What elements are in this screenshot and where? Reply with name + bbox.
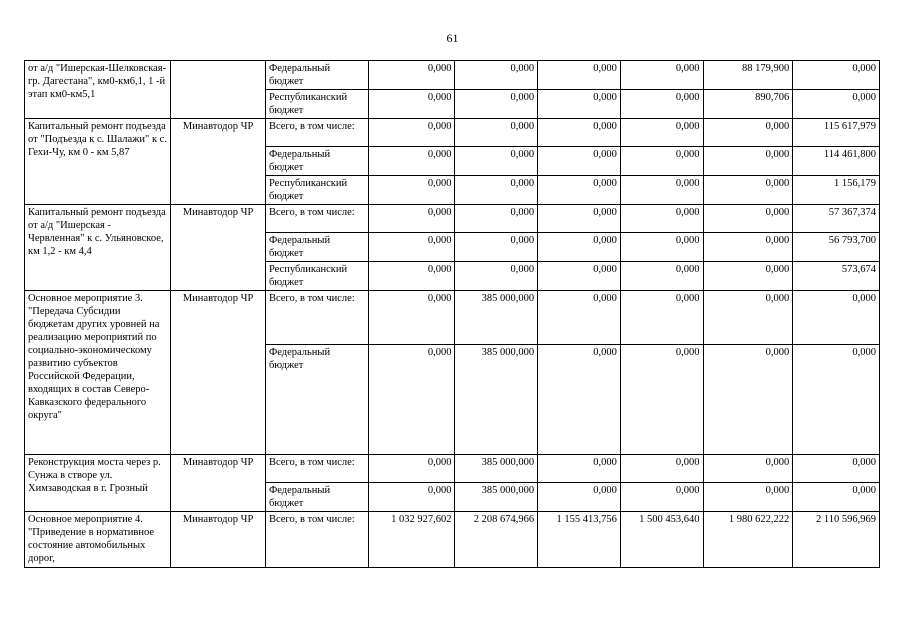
- value-cell: 0,000: [538, 262, 621, 291]
- value-cell: 0,000: [703, 262, 793, 291]
- value-cell: 0,000: [793, 90, 880, 119]
- value-cell: 0,000: [703, 119, 793, 147]
- value-cell: 0,000: [455, 147, 538, 176]
- page-number: 61: [446, 31, 459, 45]
- value-cell: 0,000: [455, 176, 538, 205]
- value-cell: 0,000: [793, 291, 880, 345]
- value-cell: 0,000: [368, 61, 455, 90]
- funding-source: Федеральный бюджет: [265, 61, 368, 90]
- funding-source: Всего, в том числе:: [265, 119, 368, 147]
- value-cell: 0,000: [538, 455, 621, 483]
- value-cell: 0,000: [538, 345, 621, 455]
- value-cell: 0,000: [368, 147, 455, 176]
- value-cell: 0,000: [538, 205, 621, 233]
- value-cell: 2 110 596,969: [793, 512, 880, 568]
- measure-name: Капитальный ремонт подъезда от а/д "Ишерская - Червленная" к с. Ульяновское, км 1,2 - км 4,4: [25, 205, 171, 291]
- value-cell: 0,000: [455, 90, 538, 119]
- value-cell: 0,000: [793, 483, 880, 512]
- value-cell: 0,000: [538, 147, 621, 176]
- measure-name: Основное мероприятие 3. "Передача Субсидии бюджетам других уровней на реализацию мероприятий по социально-экономическому развитию субъектов Российской Федерации, входящих в состав Северо-Кавказского федерального округа": [25, 291, 171, 455]
- executor: Минавтодор ЧР: [171, 512, 266, 568]
- funding-source: Федеральный бюджет: [265, 345, 368, 455]
- value-cell: 0,000: [368, 176, 455, 205]
- value-cell: 0,000: [455, 61, 538, 90]
- value-cell: 1 032 927,602: [368, 512, 455, 568]
- value-cell: 0,000: [455, 233, 538, 262]
- value-cell: 1 500 453,640: [620, 512, 703, 568]
- value-cell: 88 179,900: [703, 61, 793, 90]
- budget-table: [24, 60, 880, 568]
- value-cell: 0,000: [703, 455, 793, 483]
- value-cell: 0,000: [538, 119, 621, 147]
- value-cell: 115 617,979: [793, 119, 880, 147]
- value-cell: 0,000: [703, 205, 793, 233]
- table-row: [25, 205, 880, 233]
- value-cell: 0,000: [455, 262, 538, 291]
- value-cell: 385 000,000: [455, 483, 538, 512]
- funding-source: Республиканский бюджет: [265, 262, 368, 291]
- measure-name: Капитальный ремонт подъезда от "Подъезда к с. Шалажи" к с. Гехи-Чу, км 0 - км 5,87: [25, 119, 171, 205]
- funding-source: Всего, в том числе:: [265, 455, 368, 483]
- funding-source: Федеральный бюджет: [265, 233, 368, 262]
- value-cell: 0,000: [620, 233, 703, 262]
- value-cell: 0,000: [703, 483, 793, 512]
- funding-source: Всего, в том числе:: [265, 512, 368, 568]
- value-cell: 0,000: [368, 483, 455, 512]
- table-row: [25, 455, 880, 483]
- value-cell: 0,000: [368, 345, 455, 455]
- measure-name: Основное мероприятие 4. "Приведение в нормативное состояние автомобильных дорог,: [25, 512, 171, 568]
- value-cell: 2 208 674,966: [455, 512, 538, 568]
- value-cell: 0,000: [368, 291, 455, 345]
- value-cell: 890,706: [703, 90, 793, 119]
- executor: Минавтодор ЧР: [171, 205, 266, 291]
- table-row: [25, 512, 880, 568]
- value-cell: 0,000: [368, 233, 455, 262]
- value-cell: 0,000: [620, 90, 703, 119]
- value-cell: 0,000: [538, 483, 621, 512]
- value-cell: 385 000,000: [455, 345, 538, 455]
- value-cell: 0,000: [620, 147, 703, 176]
- executor: [171, 61, 266, 119]
- value-cell: 0,000: [793, 345, 880, 455]
- value-cell: 0,000: [368, 205, 455, 233]
- value-cell: 0,000: [455, 205, 538, 233]
- table-row: [25, 119, 880, 147]
- value-cell: 114 461,800: [793, 147, 880, 176]
- value-cell: 0,000: [455, 119, 538, 147]
- value-cell: 0,000: [620, 345, 703, 455]
- value-cell: 0,000: [620, 205, 703, 233]
- funding-source: Республиканский бюджет: [265, 90, 368, 119]
- funding-source: Всего, в том числе:: [265, 291, 368, 345]
- value-cell: 0,000: [620, 262, 703, 291]
- executor: Минавтодор ЧР: [171, 119, 266, 205]
- value-cell: 0,000: [538, 233, 621, 262]
- table-row: [25, 291, 880, 345]
- value-cell: 0,000: [620, 176, 703, 205]
- value-cell: 0,000: [368, 262, 455, 291]
- value-cell: 0,000: [703, 233, 793, 262]
- value-cell: 0,000: [620, 455, 703, 483]
- value-cell: 385 000,000: [455, 455, 538, 483]
- value-cell: 0,000: [538, 176, 621, 205]
- value-cell: 0,000: [538, 61, 621, 90]
- executor: Минавтодор ЧР: [171, 455, 266, 512]
- measure-name: от а/д "Ишерская-Шелковская-гр. Дагестана", км0-км6,1, 1 -й этап км0-км5,1: [25, 61, 171, 119]
- value-cell: 0,000: [620, 483, 703, 512]
- measure-name: Реконструкция моста через р. Сунжа в створе ул. Химзаводская в г. Грозный: [25, 455, 171, 512]
- value-cell: 573,674: [793, 262, 880, 291]
- value-cell: 0,000: [538, 291, 621, 345]
- value-cell: 385 000,000: [455, 291, 538, 345]
- value-cell: 0,000: [703, 147, 793, 176]
- value-cell: 0,000: [368, 455, 455, 483]
- value-cell: 1 155 413,756: [538, 512, 621, 568]
- value-cell: 0,000: [703, 291, 793, 345]
- value-cell: 0,000: [368, 119, 455, 147]
- funding-source: Республиканский бюджет: [265, 176, 368, 205]
- value-cell: 0,000: [793, 455, 880, 483]
- value-cell: 0,000: [368, 90, 455, 119]
- value-cell: 0,000: [620, 291, 703, 345]
- value-cell: 0,000: [620, 61, 703, 90]
- value-cell: 57 367,374: [793, 205, 880, 233]
- value-cell: 0,000: [703, 345, 793, 455]
- value-cell: 0,000: [703, 176, 793, 205]
- value-cell: 0,000: [538, 90, 621, 119]
- funding-source: Федеральный бюджет: [265, 483, 368, 512]
- funding-source: Федеральный бюджет: [265, 147, 368, 176]
- funding-source: Всего, в том числе:: [265, 205, 368, 233]
- value-cell: 56 793,700: [793, 233, 880, 262]
- value-cell: 0,000: [620, 119, 703, 147]
- executor: Минавтодор ЧР: [171, 291, 266, 455]
- value-cell: 1 980 622,222: [703, 512, 793, 568]
- table-row: [25, 61, 880, 90]
- value-cell: 0,000: [793, 61, 880, 90]
- value-cell: 1 156,179: [793, 176, 880, 205]
